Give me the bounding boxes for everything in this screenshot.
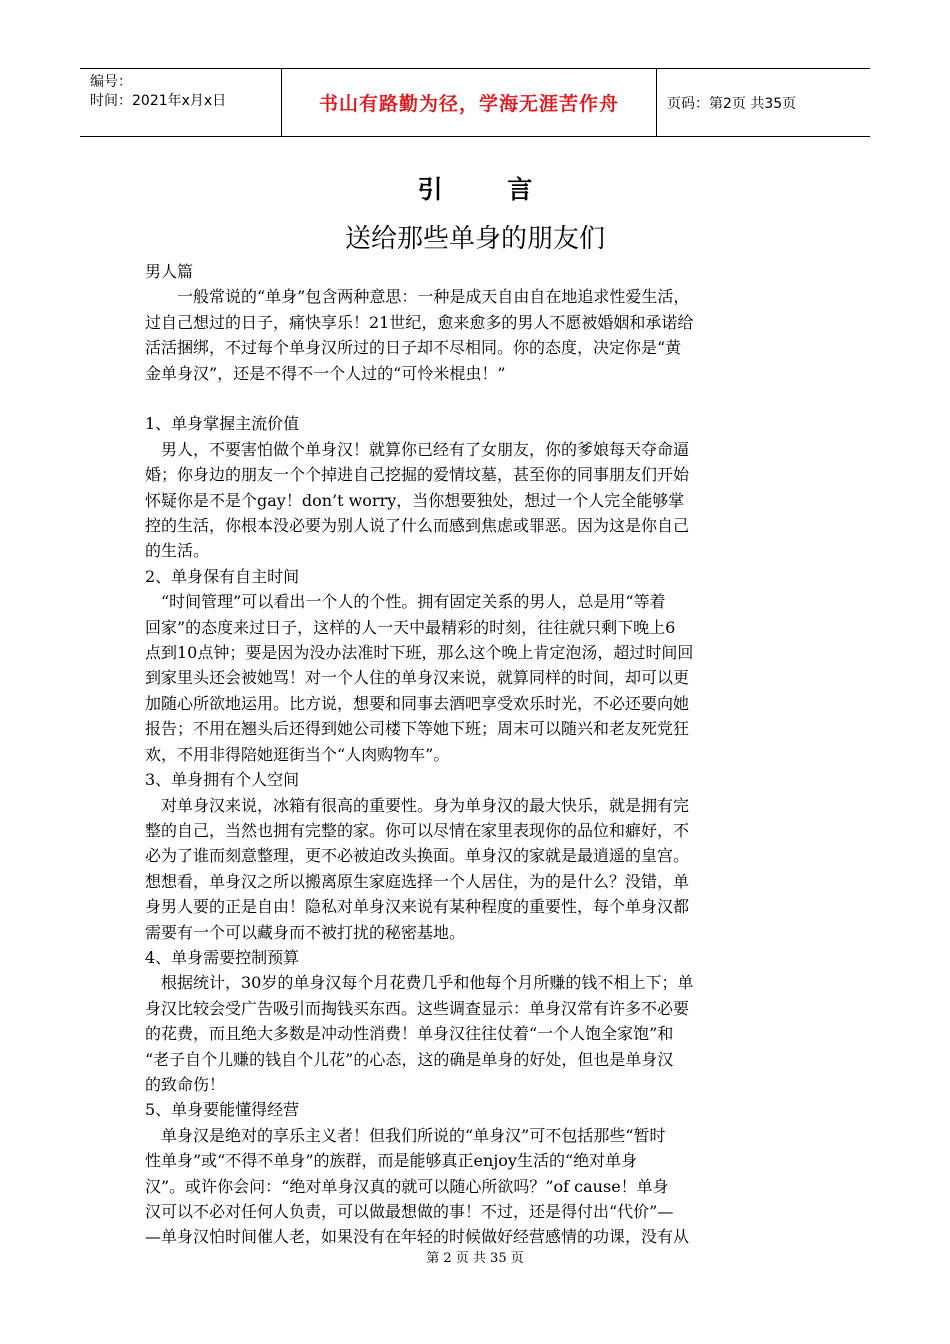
page-subtitle: 送给那些单身的朋友们 bbox=[344, 224, 605, 254]
text-line: 男人，不要害怕做个单身汉！就算你已经有了女朋友，你的爹娘每天夺命逼 bbox=[145, 439, 690, 459]
text-line: 加随心所欲地运用。比方说，想要和同事去酒吧享受欢乐时光，不必还要向她 bbox=[145, 693, 690, 713]
text-line: 活活捆绑，不过每个单身汉所过的日子却不尽相同。你的态度，决定你是“黄 bbox=[145, 338, 682, 358]
document-body bbox=[145, 259, 807, 1250]
text-line: “老子自个儿赚的钱自个儿花”的心态，这的确是单身的好处，但也是单身汉 bbox=[145, 1049, 674, 1069]
text-line: 对单身汉来说，冰箱有很高的重要性。身为单身汉的最大快乐，就是拥有完 bbox=[145, 795, 690, 815]
text-line: 回家”的态度来过日子，这样的人一天中最精彩的时刻，往往就只剩下晚上6 bbox=[145, 617, 676, 637]
text-line: 根据统计，30岁的单身汉每个月花费几乎和他每个月所赚的钱不相上下；单 bbox=[145, 973, 694, 993]
text-line: 点到10点钟；要是因为没办法准时下班，那么这个晚上肯定泡汤，超过时间回 bbox=[145, 643, 694, 663]
text-line: 一般常说的“单身”包含两种意思：一种是成天自由自在地追求性爱生活， bbox=[145, 287, 690, 307]
text-line: 想想看，单身汉之所以搬离原生家庭选择一个人居住，为的是什么？没错，单 bbox=[145, 871, 690, 891]
text-line: 身男人要的正是自由！隐私对单身汉来说有某种程度的重要性，每个单身汉都 bbox=[145, 897, 690, 917]
text-line: 4、单身需要控制预算 bbox=[145, 947, 300, 967]
page-header bbox=[80, 68, 870, 137]
text-line: 汉”。或许你会问：“绝对单身汉真的就可以随心所欲吗？”of cause！单身 bbox=[145, 1176, 669, 1196]
text-line: 控的生活，你根本没必要为别人说了什么而感到焦虑或罪恶。因为这是你自己 bbox=[145, 516, 690, 536]
text-line: 到家里头还会被她骂！对一个人住的单身汉来说，就算同样的时间，却可以更 bbox=[145, 668, 690, 688]
text-line: 5、单身要能懂得经营 bbox=[145, 1100, 300, 1120]
text-line: 单身汉是绝对的享乐主义者！但我们所说的“单身汉”可不包括那些“暂时 bbox=[145, 1125, 666, 1145]
blank-line bbox=[145, 386, 807, 411]
text-line: “时间管理”可以看出一个人的个性。拥有固定关系的男人，总是用“等着 bbox=[145, 592, 666, 612]
header-meta bbox=[80, 69, 282, 136]
text-line: 性单身”或“不得不单身”的族群，而是能够真正enjoy生活的“绝对单身 bbox=[145, 1151, 638, 1171]
header-page-info: 页码：第2页 共35页 bbox=[667, 95, 797, 112]
text-line: 3、单身拥有个人空间 bbox=[145, 770, 300, 790]
text-line: 必为了谁而刻意整理，更不必被迫改头换面。单身汉的家就是最逍遥的皇宫。 bbox=[145, 846, 690, 866]
text-line: 金单身汉”，还是不得不一个人过的“可怜米棍虫！” bbox=[145, 363, 506, 383]
text-line: 的生活。 bbox=[145, 541, 210, 561]
text-line: 怀疑你是不是个gay！don’t worry，当你想要独处，想过一个人完全能够掌 bbox=[145, 490, 685, 510]
text-line: 欢，不用非得陪她逛街当个“人肉购物车”。 bbox=[145, 744, 450, 764]
header-motto: 书山有路勤为径，学海无涯苦作舟 bbox=[282, 69, 657, 136]
text-line: 整的自己，当然也拥有完整的家。你可以尽情在家里表现你的品位和癖好，不 bbox=[145, 820, 690, 840]
text-line: 的致命伤！ bbox=[145, 1074, 226, 1094]
text-line: 身汉比较会受广告吸引而掏钱买东西。这些调查显示：单身汉常有许多不必要 bbox=[145, 998, 690, 1018]
document-number: 编号： bbox=[90, 74, 132, 90]
page-title: 引 言 bbox=[417, 175, 561, 204]
text-line: 婚；你身边的朋友一个个掉进自己挖掘的爱情坟墓，甚至你的同事朋友们开始 bbox=[145, 465, 690, 485]
text-line: 1、单身掌握主流价值 bbox=[145, 414, 300, 434]
text-line: 2、单身保有自主时间 bbox=[145, 566, 300, 586]
text-line: 的花费，而且绝大多数是冲动性消费！单身汉往往仗着“一个人饱全家饱”和 bbox=[145, 1024, 674, 1044]
text-line: 需要有一个可以藏身而不被打扰的秘密基地。 bbox=[145, 922, 466, 942]
text-line: 报告；不用在翘头后还得到她公司楼下等她下班；周末可以随兴和老友死党狂 bbox=[145, 719, 690, 739]
text-line: 过自己想过的日子，痛快享乐！21世纪，愈来愈多的男人不愿被婚姻和承诺给 bbox=[145, 312, 694, 332]
text-line: —单身汉怕时间催人老，如果没有在年轻的时候做好经营感情的功课，没有从 bbox=[145, 1227, 690, 1247]
page-footer: 第 2 页 共 35 页 bbox=[426, 1251, 524, 1266]
document-date: 时间：2021年x月x日 bbox=[90, 93, 227, 109]
section-heading: 男人篇 bbox=[145, 262, 194, 281]
text-line: 汉可以不必对任何人负责，可以做最想做的事！不过，还是得付出“代价”— bbox=[145, 1202, 674, 1222]
